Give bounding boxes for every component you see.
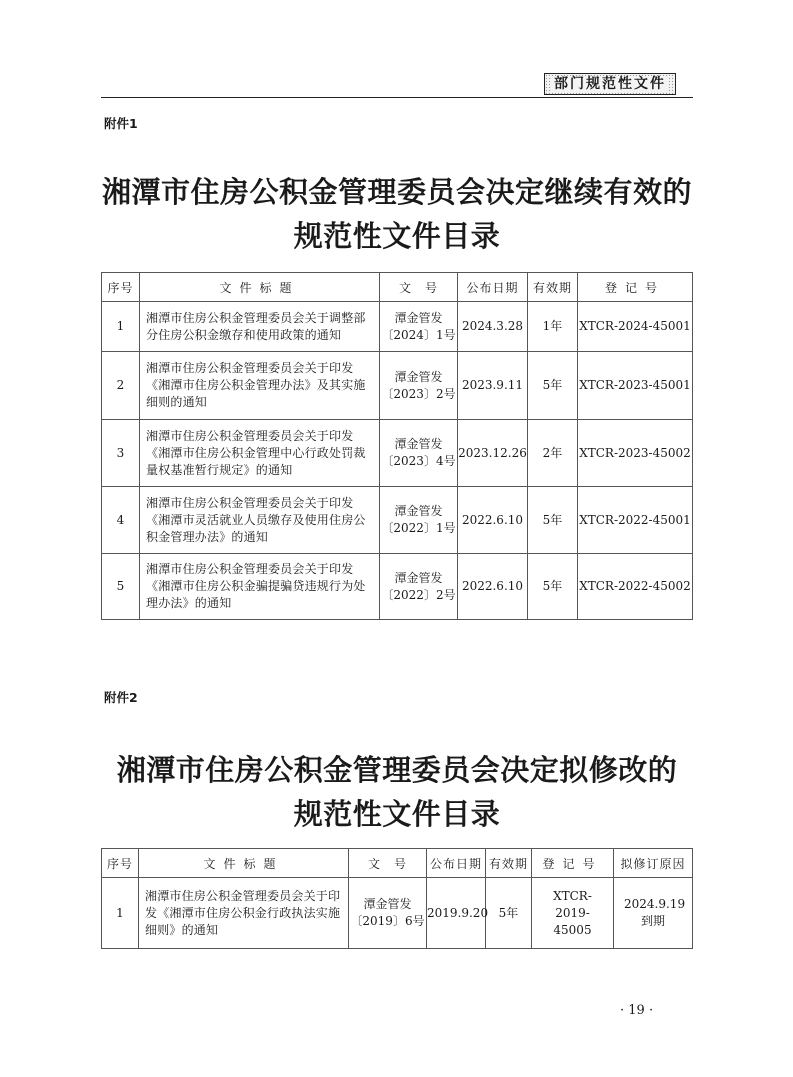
col-header-date: 公布日期 (458, 273, 528, 302)
cell-title: 湘潭市住房公积金管理委员会关于印发《湘潭市住房公积金骗提骗贷违规行为处理办法》的通知 (140, 554, 380, 620)
section-badge (544, 73, 676, 95)
col-header-seq: 序号 (102, 273, 140, 302)
section-badge-label: 部门规范性文件 (551, 76, 669, 92)
table-header-row (102, 273, 693, 302)
col-header-title-text: 文件标题 (203, 856, 284, 871)
col-header-reg-no (532, 849, 614, 878)
table-header-row (102, 849, 693, 878)
table-row (102, 554, 693, 620)
attachment-1-title-line1: 湘潭市住房公积金管理委员会决定继续有效的 (101, 175, 692, 209)
col-header-title (140, 273, 380, 302)
col-header-title (139, 849, 349, 878)
cell-validity: 5年 (486, 878, 532, 949)
cell-title: 湘潭市住房公积金管理委员会关于印发《湘潭市灵活就业人员缴存及使用住房公积金管理办法》的通知 (140, 487, 380, 554)
col-header-validity: 有效期 (528, 273, 578, 302)
cell-seq: 1 (102, 302, 140, 352)
cell-doc-no: 潭金管发〔2023〕2号 (380, 352, 458, 420)
header-rule (101, 97, 693, 98)
cell-validity: 5年 (528, 554, 578, 620)
col-header-reg-no-text: 登记号 (542, 856, 603, 871)
col-header-validity: 有效期 (486, 849, 532, 878)
cell-validity: 5年 (528, 487, 578, 554)
col-header-reg-no-text: 登记号 (604, 280, 665, 295)
col-header-doc-no: 文 号 (349, 849, 427, 878)
attachment-2-title (101, 748, 693, 836)
cell-doc-no: 潭金管发〔2022〕1号 (380, 487, 458, 554)
cell-seq: 1 (102, 878, 139, 949)
cell-doc-no: 潭金管发〔2024〕1号 (380, 302, 458, 352)
attachment-1-title-line2: 规范性文件目录 (293, 219, 501, 253)
cell-seq: 2 (102, 352, 140, 420)
cell-seq: 3 (102, 420, 140, 487)
cell-title: 湘潭市住房公积金管理委员会关于印发《湘潭市住房公积金行政执法实施细则》的通知 (139, 878, 349, 949)
cell-seq: 4 (102, 487, 140, 554)
cell-title: 湘潭市住房公积金管理委员会关于调整部分住房公积金缴存和使用政策的通知 (140, 302, 380, 352)
cell-reg-no: XTCR-2023-45002 (578, 420, 693, 487)
cell-validity: 1年 (528, 302, 578, 352)
cell-reg-no: XTCR-2022-45002 (578, 554, 693, 620)
cell-date: 2023.12.26 (458, 420, 528, 487)
cell-date: 2024.3.28 (458, 302, 528, 352)
cell-title: 湘潭市住房公积金管理委员会关于印发《湘潭市住房公积金管理办法》及其实施细则的通知 (140, 352, 380, 420)
cell-date: 2022.6.10 (458, 554, 528, 620)
attachment-2-title-line1: 湘潭市住房公积金管理委员会决定拟修改的 (116, 753, 678, 787)
cell-date: 2023.9.11 (458, 352, 528, 420)
table-row (102, 352, 693, 420)
col-header-reg-no (578, 273, 693, 302)
cell-reg-no: XTCR-2019-45005 (532, 878, 614, 949)
page-number: · 19 · (620, 1003, 654, 1018)
cell-reg-no: XTCR-2024-45001 (578, 302, 693, 352)
cell-doc-no: 潭金管发〔2019〕6号 (349, 878, 427, 949)
col-header-date: 公布日期 (427, 849, 486, 878)
cell-reason: 2024.9.19到期 (614, 878, 693, 949)
cell-reg-no: XTCR-2022-45001 (578, 487, 693, 554)
cell-doc-no: 潭金管发〔2022〕2号 (380, 554, 458, 620)
attachment-1-label: 附件1 (104, 116, 138, 131)
attachment-1-table (101, 272, 693, 620)
col-header-doc-no: 文 号 (380, 273, 458, 302)
col-header-reason: 拟修订原因 (614, 849, 693, 878)
attachment-2-table (101, 848, 693, 949)
attachment-2-title-line2: 规范性文件目录 (293, 797, 501, 831)
cell-doc-no: 潭金管发〔2023〕4号 (380, 420, 458, 487)
table-row (102, 302, 693, 352)
cell-validity: 5年 (528, 352, 578, 420)
table-row (102, 420, 693, 487)
cell-validity: 2年 (528, 420, 578, 487)
cell-reg-no: XTCR-2023-45001 (578, 352, 693, 420)
attachment-2-label: 附件2 (104, 690, 138, 705)
table-row (102, 878, 693, 949)
cell-date: 2019.9.20 (427, 878, 486, 949)
cell-date: 2022.6.10 (458, 487, 528, 554)
cell-title: 湘潭市住房公积金管理委员会关于印发《湘潭市住房公积金管理中心行政处罚裁量权基准暂行规定》的通知 (140, 420, 380, 487)
col-header-seq: 序号 (102, 849, 139, 878)
table-row (102, 487, 693, 554)
attachment-1-title (101, 170, 693, 258)
col-header-title-text: 文件标题 (219, 280, 300, 295)
cell-seq: 5 (102, 554, 140, 620)
